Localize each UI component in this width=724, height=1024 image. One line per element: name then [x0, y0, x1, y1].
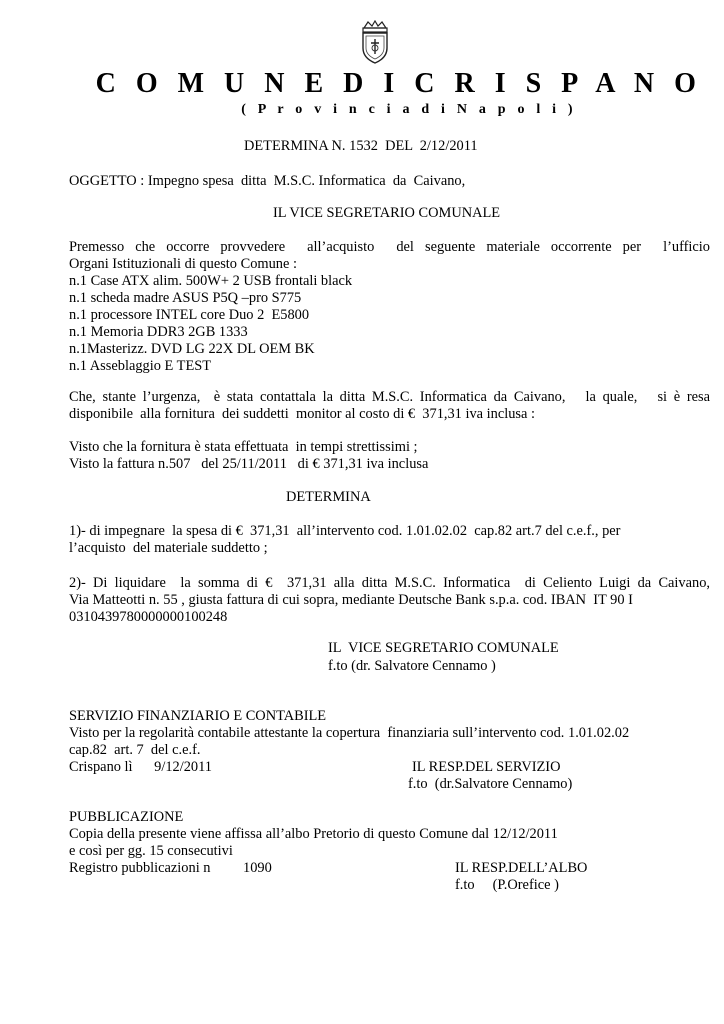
material-item: n.1 Case ATX alim. 500W+ 2 USB frontali black — [69, 273, 353, 289]
determina-heading: DETERMINA — [286, 489, 371, 505]
material-item: n.1 Memoria DDR3 2GB 1333 — [69, 324, 248, 340]
comune-title: C O M U N E D I C R I S P A N O — [95, 68, 703, 99]
signature-role: IL VICE SEGRETARIO COMUNALE — [328, 640, 559, 656]
servizio-resp-role: IL RESP.DEL SERVIZIO — [412, 759, 561, 775]
point-2 — [69, 575, 710, 626]
servizio-line-1: Visto per la regolarità contabile attestante la copertura finanziaria sull’intervento cod. 1.01.02.02 — [69, 725, 630, 741]
urgenza-line-1: Che, stante l’urgenza, è stata contattala la ditta M.S.C. Informatica da Caivano, la quale, si è resa — [69, 389, 710, 405]
oggetto: OGGETTO : Impegno spesa ditta M.S.C. Informatica da Caivano, — [69, 173, 466, 189]
urgenza-line-2: disponibile alla fornitura dei suddetti monitor al costo di € 371,31 iva inclusa : — [69, 406, 536, 422]
issuer-heading: IL VICE SEGRETARIO COMUNALE — [273, 205, 501, 221]
point-1 — [69, 523, 620, 557]
material-item: n.1Masterizz. DVD LG 22X DL OEM BK — [69, 341, 315, 357]
pubblicazione-heading: PUBBLICAZIONE — [69, 809, 184, 825]
albo-resp-name: f.to (P.Orefice ) — [455, 877, 559, 893]
point-2-line-3: 0310439780000000100248 — [69, 609, 228, 625]
point-1-line-2: l’acquisto del materiale suddetto ; — [69, 540, 268, 556]
point-2-line-2: Via Matteotti n. 55 , giusta fattura di cui sopra, mediante Deutsche Bank s.p.a. cod. IBAN IT 90 I — [69, 592, 633, 608]
material-item: n.1 scheda madre ASUS P5Q –pro S775 — [69, 290, 302, 306]
albo-resp-role: IL RESP.DELL’ALBO — [455, 860, 588, 876]
visto-line-1: Visto che la fornitura è stata effettuata in tempi strettissimi ; — [69, 439, 418, 455]
premesso-line-2: Organi Istituzionali di questo Comune : — [69, 256, 297, 272]
pubblicazione-line-2: e così per gg. 15 consecutivi — [69, 843, 233, 859]
material-item: n.1 processore INTEL core Duo 2 E5800 — [69, 307, 310, 323]
servizio-line-2: cap.82 art. 7 del c.e.f. — [69, 742, 201, 758]
signature-name: f.to (dr. Salvatore Cennamo ) — [328, 658, 496, 674]
point-1-line-1: 1)- di impegnare la spesa di € 371,31 all’intervento cod. 1.01.02.02 cap.82 art.7 del c.e.f., per — [69, 523, 621, 539]
point-2-line-1: 2)- Di liquidare la somma di € 371,31 alla ditta M.S.C. Informatica di Celiento Luigi da Caivano, — [69, 575, 710, 591]
registro-label: Registro pubblicazioni n — [69, 860, 211, 876]
coat-of-arms-icon — [358, 20, 392, 64]
pubblicazione-section — [69, 809, 558, 860]
servizio-heading: SERVIZIO FINANZIARIO E CONTABILE — [69, 708, 327, 724]
premesso-section — [69, 239, 710, 375]
premesso-line-1: Premesso che occorre provvedere all’acquisto del seguente materiale occorrente per l’ufficio — [69, 239, 710, 255]
visto-section — [69, 439, 428, 473]
servizio-place-date: Crispano lì 9/12/2011 — [69, 759, 212, 775]
pubblicazione-line-1: Copia della presente viene affissa all’albo Pretorio di questo Comune dal 12/12/2011 — [69, 826, 558, 842]
registro-number: 1090 — [243, 860, 272, 876]
visto-line-2: Visto la fattura n.507 del 25/11/2011 di € 371,31 iva inclusa — [69, 456, 429, 472]
determina-number: DETERMINA N. 1532 DEL 2/12/2011 — [244, 138, 478, 154]
urgenza-section — [69, 389, 710, 423]
material-item: n.1 Asseblaggio E TEST — [69, 358, 212, 374]
provincia-subtitle: ( P r o v i n c i a d i N a p o l i ) — [241, 102, 577, 117]
servizio-resp-name: f.to (dr.Salvatore Cennamo) — [408, 776, 573, 792]
